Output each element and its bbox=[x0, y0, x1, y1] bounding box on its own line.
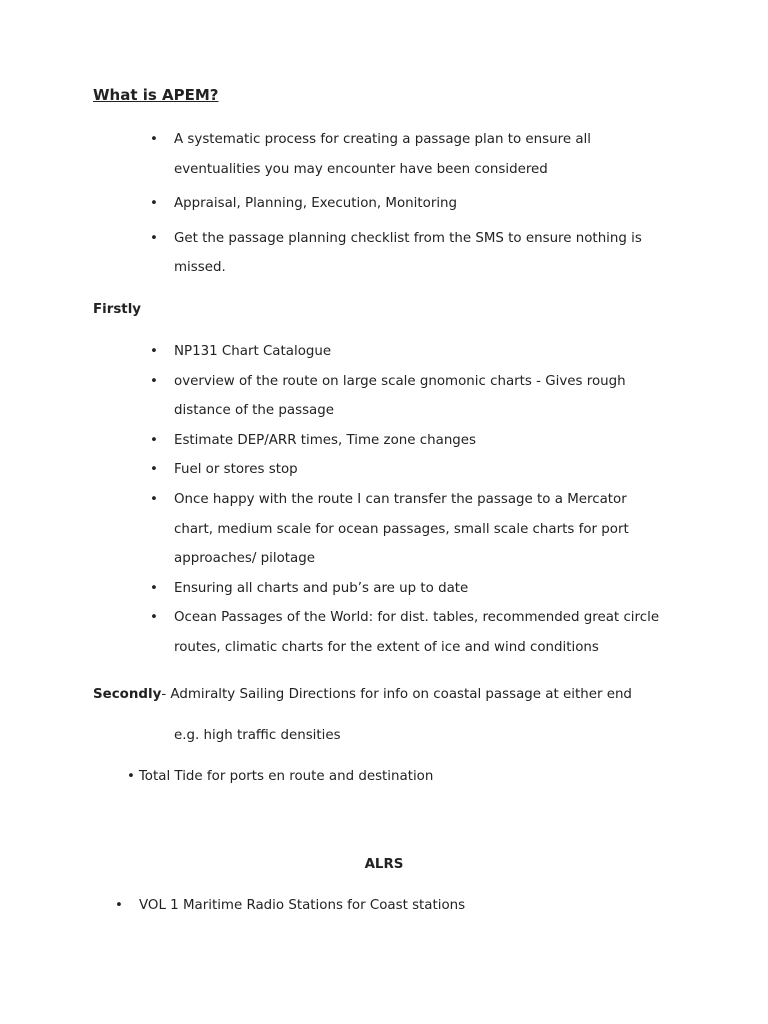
list-item bbox=[150, 367, 664, 426]
list-item bbox=[150, 189, 664, 219]
apem-list bbox=[150, 125, 664, 283]
list-item bbox=[150, 426, 664, 456]
firstly-heading: Firstly bbox=[93, 302, 142, 317]
list-item bbox=[150, 455, 664, 485]
list-item bbox=[150, 224, 664, 283]
bullet-icon: • bbox=[150, 344, 158, 359]
bullet-icon: • bbox=[115, 898, 123, 913]
secondly-paragraph bbox=[93, 687, 632, 702]
secondly-label: Secondly bbox=[93, 687, 162, 702]
firstly-list bbox=[150, 337, 664, 663]
list-item-text: NP131 Chart Catalogue bbox=[174, 344, 332, 359]
list-item bbox=[150, 574, 664, 604]
bullet-icon: • bbox=[127, 769, 135, 784]
bullet-icon: • bbox=[150, 610, 158, 626]
list-item-text: Ocean Passages of the World: for dist. tables, recommended great circle routes, climatic charts for the extent of ice and wind conditions bbox=[174, 610, 660, 655]
total-tide-text: Total Tide for ports en route and destination bbox=[138, 769, 434, 784]
page-title: What is APEM? bbox=[93, 86, 219, 104]
secondly-example: e.g. high traffic densities bbox=[174, 728, 341, 743]
list-item bbox=[150, 125, 664, 184]
bullet-icon: • bbox=[150, 432, 158, 448]
bullet-icon: • bbox=[150, 373, 158, 389]
total-tide-item bbox=[127, 769, 433, 784]
bullet-icon: • bbox=[150, 196, 158, 212]
bullet-icon: • bbox=[150, 491, 158, 507]
list-item-text: Once happy with the route I can transfer the passage to a Mercator chart, medium scale for ocean passages, small scale charts for port approaches/ pilotage bbox=[174, 491, 629, 567]
list-item-text: Appraisal, Planning, Execution, Monitoring bbox=[174, 196, 458, 212]
alrs-list-item bbox=[115, 898, 466, 913]
list-item-text: overview of the route on large scale gnomonic charts - Gives rough distance of the passage bbox=[174, 373, 626, 419]
alrs-heading: ALRS bbox=[364, 857, 404, 872]
bullet-icon: • bbox=[150, 580, 158, 596]
bullet-icon: • bbox=[150, 462, 158, 478]
list-item-text: Fuel or stores stop bbox=[174, 462, 298, 478]
secondly-text: - Admiralty Sailing Directions for info on coastal passage at either end bbox=[161, 687, 632, 702]
list-item bbox=[150, 485, 664, 574]
list-item-text: Ensuring all charts and pub’s are up to date bbox=[174, 580, 469, 596]
list-item-text: A systematic process for creating a passage plan to ensure all eventualities you may encounter have been considered bbox=[174, 132, 591, 177]
list-item bbox=[150, 337, 664, 367]
bullet-icon: • bbox=[150, 132, 158, 147]
list-item bbox=[150, 603, 664, 662]
alrs-item-text: VOL 1 Maritime Radio Stations for Coast stations bbox=[139, 898, 466, 913]
list-item-text: Get the passage planning checklist from the SMS to ensure nothing is missed. bbox=[174, 230, 642, 276]
bullet-icon: • bbox=[150, 230, 158, 246]
list-item-text: Estimate DEP/ARR times, Time zone changes bbox=[174, 432, 477, 448]
